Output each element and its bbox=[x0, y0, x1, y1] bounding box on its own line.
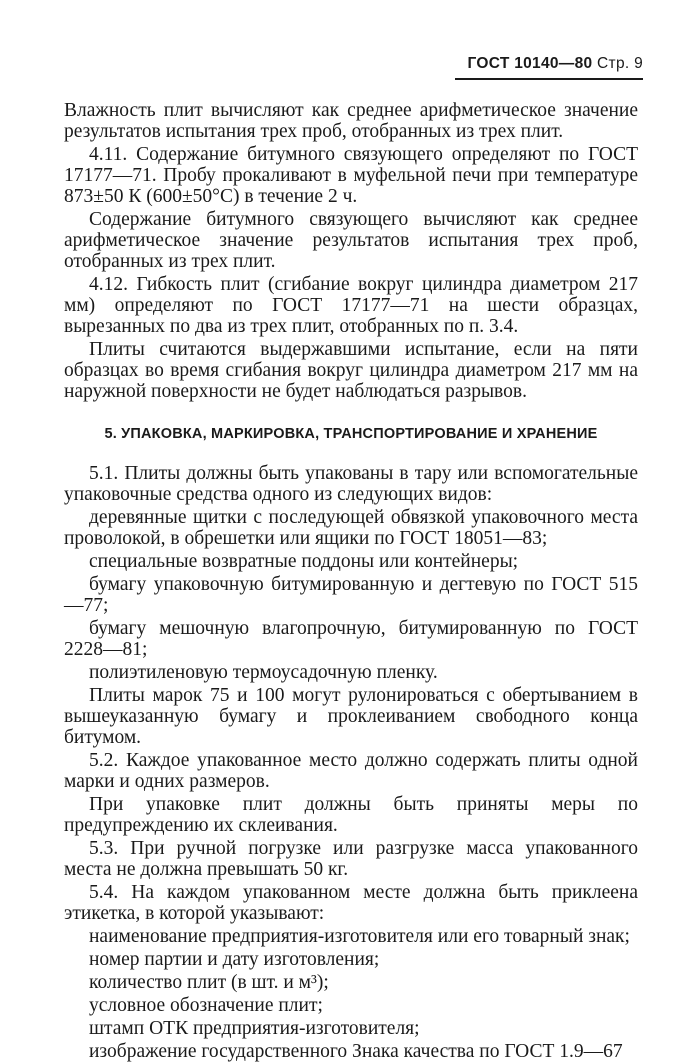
paragraph: При упаковке плит должны быть приняты меры по предупреждению их склеивания. bbox=[64, 794, 638, 836]
paragraph: Плиты считаются выдержавшими испытание, если на пяти образцах во время сгибания вокруг цилиндра диаметром 217 мм на наружной поверхности не будет наблюдаться разрывов. bbox=[64, 339, 638, 402]
list-item: специальные возвратные поддоны или контейнеры; bbox=[89, 551, 519, 572]
list-item: количество плит (в шт. и м³); bbox=[89, 972, 329, 993]
list-item: бумагу мешочную влагопрочную, битумированную по ГОСТ 2228—81; bbox=[64, 618, 638, 660]
page-number: Стр. 9 bbox=[597, 55, 643, 72]
standard-number: ГОСТ 10140—80 bbox=[467, 55, 593, 72]
list-item: деревянные щитки с последующей обвязкой упаковочного места проволокой, в обрешетки или ящики по ГОСТ 18051—83; bbox=[64, 507, 638, 549]
paragraph: 4.11. Содержание битумного связующего определяют по ГОСТ 17177—71. Пробу прокаливают в муфельной печи при температуре 873±50 К (600±50°С) в течение 2 ч. bbox=[64, 144, 638, 207]
list-item: номер партии и дату изготовления; bbox=[89, 949, 380, 970]
paragraph: Плиты марок 75 и 100 могут рулонироваться с обертыванием в вышеуказанную бумагу и проклеиванием свободного конца битумом. bbox=[64, 685, 638, 748]
document-body bbox=[64, 100, 638, 1064]
list-item: наименование предприятия-изготовителя или его товарный знак; bbox=[89, 926, 630, 947]
list-item: условное обозначение плит; bbox=[89, 995, 323, 1016]
list-item: штамп ОТК предприятия-изготовителя; bbox=[89, 1018, 420, 1039]
page-header bbox=[467, 55, 643, 73]
section-heading: 5. УПАКОВКА, МАРКИРОВКА, ТРАНСПОРТИРОВАНИЕ И ХРАНЕНИЕ bbox=[104, 426, 598, 442]
paragraph: Содержание битумного связующего вычисляют как среднее арифметическое значение результатов испытания трех проб, отобранных из трех плит. bbox=[64, 209, 638, 272]
list-item: бумагу упаковочную битумированную и дегтевую по ГОСТ 515—77; bbox=[64, 574, 638, 616]
header-rule bbox=[455, 78, 643, 80]
paragraph: 5.3. При ручной погрузке или разгрузке масса упакованного места не должна превышать 50 кг. bbox=[64, 838, 638, 880]
list-item: изображение государственного Знака качества по ГОСТ 1.9—67 bbox=[89, 1041, 623, 1062]
paragraph: Влажность плит вычисляют как среднее арифметическое значение результатов испытания трех проб, отобранных из трех плит. bbox=[64, 100, 638, 142]
paragraph: 5.1. Плиты должны быть упакованы в тару или вспомогательные упаковочные средства одного из следующих видов: bbox=[64, 463, 638, 505]
paragraph: 4.12. Гибкость плит (сгибание вокруг цилиндра диаметром 217 мм) определяют по ГОСТ 17177—71 на шести образцах, вырезанных по два из трех плит, отобранных по п. 3.4. bbox=[64, 274, 638, 337]
paragraph: 5.4. На каждом упакованном месте должна быть приклеена этикетка, в которой указывают: bbox=[64, 882, 638, 924]
paragraph: 5.2. Каждое упакованное место должно содержать плиты одной марки и одних размеров. bbox=[64, 750, 638, 792]
list-item: полиэтиленовую термоусадочную пленку. bbox=[89, 662, 438, 683]
